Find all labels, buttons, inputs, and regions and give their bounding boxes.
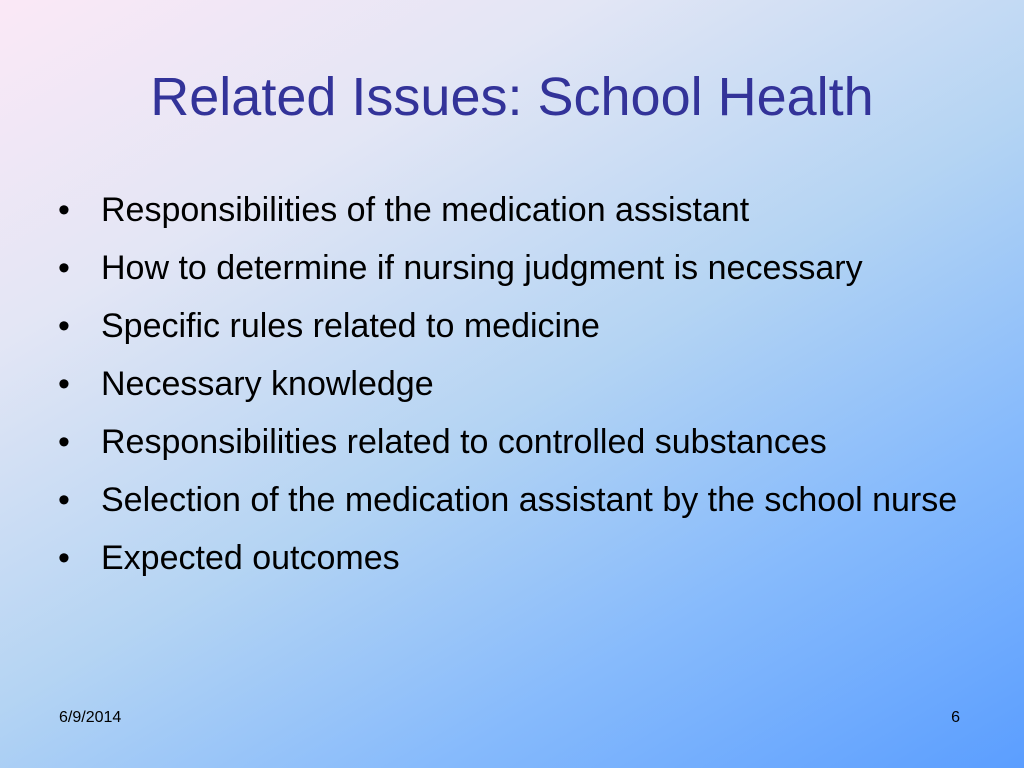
slide-title: Related Issues: School Health (150, 67, 874, 127)
bullet-list (56, 186, 986, 592)
bullet-icon: • (58, 365, 70, 403)
bullet-icon: • (58, 307, 70, 345)
bullet-text: Responsibilities related to controlled substances (101, 423, 827, 461)
bullet-text: How to determine if nursing judgment is necessary (101, 249, 863, 287)
footer-page-number: 6 (951, 709, 960, 726)
bullet-icon: • (58, 423, 70, 461)
bullet-item (56, 186, 986, 234)
footer-date: 6/9/2014 (59, 709, 122, 726)
bullet-item (56, 534, 986, 582)
bullet-item (56, 360, 986, 408)
bullet-item (56, 476, 986, 524)
bullet-item (56, 244, 986, 292)
bullet-text: Specific rules related to medicine (101, 307, 600, 345)
bullet-icon: • (58, 539, 70, 577)
bullet-icon: • (58, 481, 70, 519)
bullet-text: Expected outcomes (101, 539, 400, 577)
bullet-item (56, 302, 986, 350)
bullet-text: Necessary knowledge (101, 365, 434, 403)
bullet-icon: • (58, 249, 70, 287)
bullet-text: Responsibilities of the medication assistant (101, 191, 750, 229)
bullet-icon: • (58, 191, 70, 229)
bullet-item (56, 418, 986, 466)
bullet-text: Selection of the medication assistant by the school nurse (101, 481, 958, 519)
